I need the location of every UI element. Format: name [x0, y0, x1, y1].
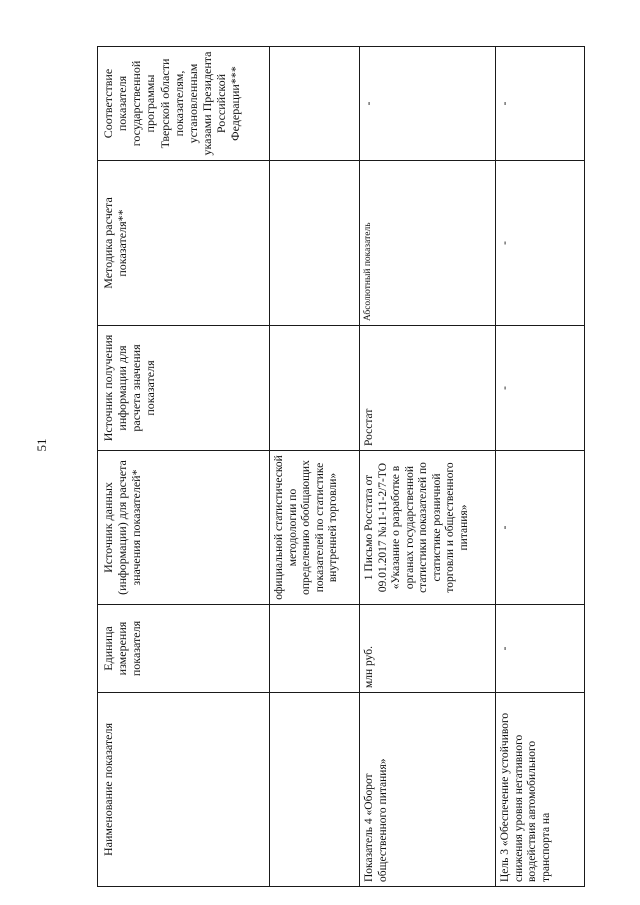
table-row — [270, 47, 360, 887]
cell-method: - — [496, 161, 585, 326]
header-correspondence: Соответствие показателя государственной программы Тверской области показателям, установленным указами Президента Российской Федерации*** — [98, 47, 270, 161]
header-name: Наименование показателя — [98, 693, 270, 887]
table-header-row — [98, 47, 270, 887]
cell-origin: Росстат — [360, 326, 496, 451]
cell-correspondence: - — [496, 47, 585, 161]
indicators-table — [97, 46, 585, 887]
cell-name: Цель 3 «Обеспечение устойчивого снижения уровня негативного воздействия автомобильного транспорта на — [496, 693, 585, 887]
cell-unit — [270, 605, 360, 693]
header-method: Методика расчета показателя** — [98, 161, 270, 326]
cell-name: Показатель 4 «Оборот общественного питания» — [360, 693, 496, 887]
cell-origin: - — [496, 326, 585, 451]
cell-name — [270, 693, 360, 887]
header-unit: Единица измерения показателя — [98, 605, 270, 693]
table-row — [496, 47, 585, 887]
cell-unit: - — [496, 605, 585, 693]
rotated-page — [97, 47, 584, 887]
page-number: 51 — [34, 438, 49, 452]
cell-source: 1 Письмо Росстата от 09.01.2017 №11-11-2/7-ТО «Указание о разработке в органах государственной статистики показателей по статистике розничной торговли и общественного питания» — [360, 451, 496, 605]
header-source: Источник данных (информации) для расчета значения показателей* — [98, 451, 270, 605]
cell-correspondence: - — [360, 47, 496, 161]
document-stage — [97, 47, 584, 887]
cell-origin — [270, 326, 360, 451]
header-origin: Источник получения информации для расчета значения показателя — [98, 326, 270, 451]
cell-method — [270, 161, 360, 326]
cell-correspondence — [270, 47, 360, 161]
cell-method: Абсолютный показатель — [360, 161, 496, 326]
cell-source: - — [496, 451, 585, 605]
table-row — [360, 47, 496, 887]
cell-unit: млн руб. — [360, 605, 496, 693]
cell-source: официальной статистической методологии по определению обобщающих показателей по статистике внутренней торговли» — [270, 451, 360, 605]
